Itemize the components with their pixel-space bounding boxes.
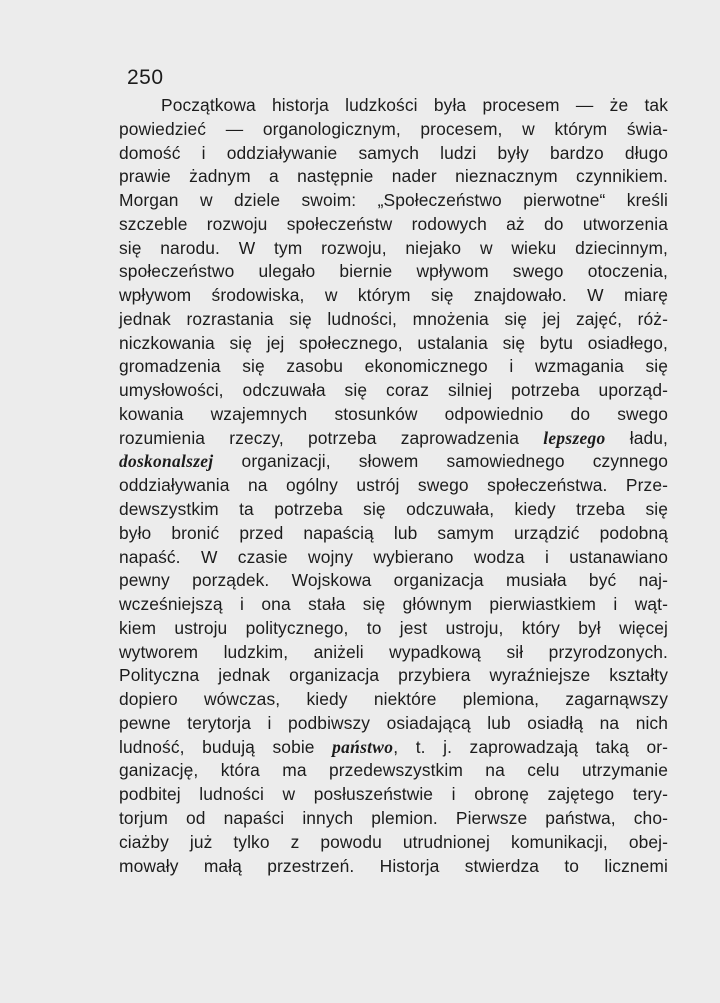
text-run: wcześniejszą i ona stała się głównym pierwiastkiem i wąt-: [119, 594, 668, 615]
text-run: kiem ustroju politycznego, to jest ustroju, który był więcej: [119, 617, 668, 638]
text-line: [119, 855, 668, 879]
text-run: torjum od napaści innych plemion. Pierwsze państwa, cho-: [119, 807, 668, 828]
text-run: ciażby już tylko z powodu utrudnionej komunikacji, obej-: [119, 831, 668, 852]
text-line: [119, 783, 668, 807]
text-run: szczeble rozwoju społeczeństw rodowych aż do utworzenia: [119, 213, 668, 234]
text-line: [119, 736, 668, 760]
page-number: 250: [127, 66, 164, 89]
text-run: jednak rozrastania się ludności, mnożenia się jej zajęć, róż-: [119, 308, 668, 329]
text-run: domość i oddziaływanie samych ludzi były bardzo długo: [119, 142, 668, 163]
text-line: [119, 593, 668, 617]
text-line: [119, 450, 668, 474]
text-line: [119, 118, 668, 142]
text-line: [119, 427, 668, 451]
text-run: podbitej ludności w posłuszeństwie i obronę zajętego tery-: [119, 784, 668, 805]
text-line: [119, 403, 668, 427]
text-line: [119, 332, 668, 356]
text-line: [119, 546, 668, 570]
text-run: gromadzenia się zasobu ekonomicznego i wzmagania się: [119, 356, 668, 377]
text-run: Polityczna jednak organizacja przybiera wyraźniejsze kształty: [119, 665, 668, 686]
text-run: powiedzieć — organologicznym, procesem, w którym świa-: [119, 118, 668, 139]
text-line: [119, 664, 668, 688]
text-run: ludność, budują sobie: [119, 736, 333, 757]
text-run: organizacji, słowem samowiednego czynnego: [213, 451, 668, 472]
text-run: , t. j. zaprowadzają taką or-: [393, 736, 668, 757]
text-run: rozumienia rzeczy, potrzeba zaprowadzenia: [119, 427, 544, 448]
text-run: ganizację, która ma przedewszystkim na celu utrzymanie: [119, 760, 668, 781]
text-run: społeczeństwo ulegało biernie wpływom swego otoczenia,: [119, 261, 668, 282]
text-run: napaść. W czasie wojny wybierano wodza i ustanawiano: [119, 546, 668, 567]
text-line: [119, 807, 668, 831]
text-line: [119, 189, 668, 213]
emphasized-word: doskonalszej: [119, 451, 214, 472]
text-line: [119, 641, 668, 665]
text-run: oddziaływania na ogólny ustrój swego społeczeństwa. Prze-: [119, 475, 668, 496]
text-run: dopiero wówczas, kiedy niektóre plemiona, zagarnąwszy: [119, 689, 668, 710]
text-line: [119, 237, 668, 261]
emphasized-word: lepszego: [543, 427, 606, 448]
text-line: [119, 355, 668, 379]
text-line: [119, 617, 668, 641]
emphasized-word: państwo: [332, 736, 394, 757]
text-run: się narodu. W tym rozwoju, niejako w wieku dziecinnym,: [119, 237, 668, 258]
text-run: Morgan w dziele swoim: „Społeczeństwo pierwotne“ kreśli: [119, 190, 668, 211]
text-line: [119, 759, 668, 783]
text-line: [119, 142, 668, 166]
text-run: wytworem ludzkim, aniżeli wypadkową sił przyrodzonych.: [119, 641, 668, 662]
text-run: umysłowości, odczuwała się coraz silniej potrzeba uporząd-: [119, 380, 668, 401]
text-run: wpływom środowiska, w którym się znajdowało. W miarę: [119, 285, 668, 306]
text-line: [119, 522, 668, 546]
text-run: Początkowa historja ludzkości była procesem — że tak: [161, 95, 668, 115]
text-line: [119, 165, 668, 189]
text-line: [119, 688, 668, 712]
text-line: [119, 260, 668, 284]
body-text: [119, 94, 668, 878]
text-run: niczkowania się jej społecznego, ustalania się bytu osiadłego,: [119, 332, 668, 353]
text-line: [119, 831, 668, 855]
text-line: [119, 213, 668, 237]
text-line: [119, 284, 668, 308]
text-run: było bronić przed napaścią lub samym urządzić podobną: [119, 522, 668, 543]
text-line: [119, 308, 668, 332]
text-run: ładu,: [605, 427, 668, 448]
text-line: [119, 569, 668, 593]
text-line: [119, 94, 668, 118]
text-line: [119, 474, 668, 498]
text-run: kowania wzajemnych stosunków odpowiednio do swego: [119, 403, 668, 424]
text-run: pewny porządek. Wojskowa organizacja musiała być naj-: [119, 570, 668, 591]
text-run: dewszystkim ta potrzeba się odczuwała, kiedy trzeba się: [119, 499, 668, 520]
text-line: [119, 498, 668, 522]
text-run: prawie żadnym a następnie nader nieznacznym czynnikiem.: [119, 166, 668, 187]
text-run: mowały małą przestrzeń. Historja stwierdza to licznemi: [119, 855, 668, 876]
text-line: [119, 712, 668, 736]
text-line: [119, 379, 668, 403]
text-run: pewne terytorja i podbiwszy osiadającą lub osiadłą na nich: [119, 712, 668, 733]
